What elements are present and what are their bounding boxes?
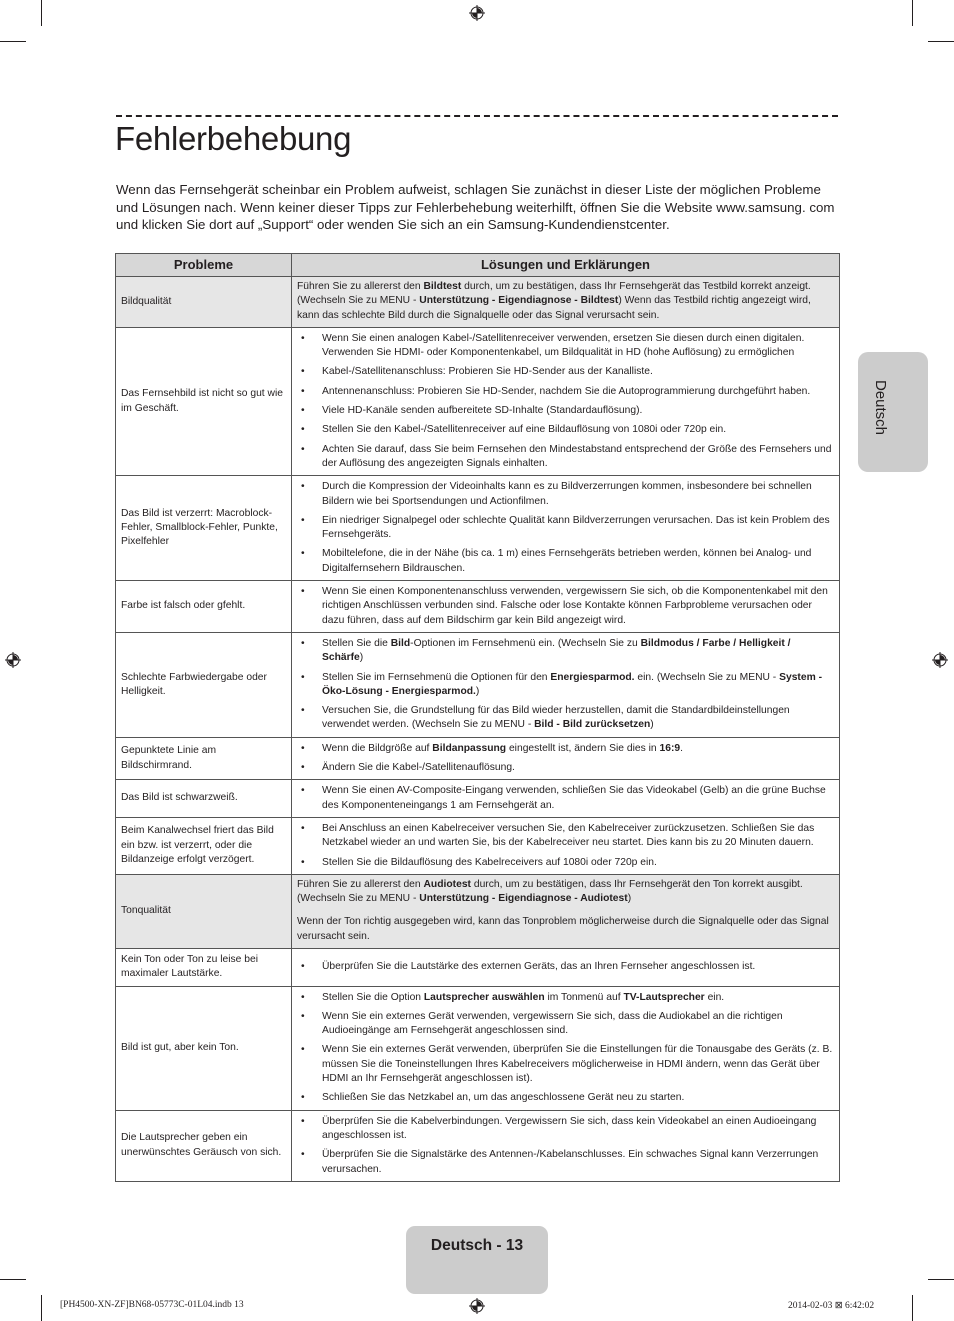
list-item [297,443,834,472]
text-run: Stellen Sie die Option [322,991,424,1003]
problem-cell: Das Bild ist schwarzweiß. [116,780,292,818]
column-header-solutions: Lösungen und Erklärungen [292,254,840,277]
problem-cell: Bildqualität [116,277,292,328]
text-run: Überprüfen Sie die Lautstärke des externen Geräts, das an Ihren Fernseher angeschlossen ist. [322,961,756,973]
problem-cell: Beim Kanalwechsel friert das Bild ein bzw. ist verzerrt, oder die Bildanzeige erfolgt verzögert. [116,817,292,874]
table-row [116,277,840,328]
solution-list [297,742,834,776]
solution-list [297,1115,834,1177]
text-run: Achten Sie darauf, dass Sie beim Fernsehen den Mindestabstand entsprechend der Größe des Fernsehers und der Auflösung des angezeigten Signals einhalten. [322,443,832,469]
table-row [116,632,840,737]
list-item [297,585,834,628]
bullet-icon: • [301,385,305,397]
bullet-icon: • [301,443,305,455]
bold-text: Bildanpassung [432,742,507,754]
bullet-icon: • [301,586,305,598]
bullet-icon: • [301,742,305,754]
bold-text: Unterstützung - Eigendiagnose - Audiotest [419,893,628,905]
crop-mark [41,1295,42,1321]
bold-text: Bild [390,637,411,649]
list-item [297,365,834,379]
bold-text: Bild - Bild zurücksetzen [534,719,651,731]
bullet-icon: • [301,705,305,717]
bold-text: Bildtest [423,281,462,292]
text-run: Stellen Sie im Fernsehmenü die Optionen für den [322,671,551,683]
text-run: Wenn Sie ein externes Gerät verwenden, überprüfen Sie die Einstellungen für die Tonausgabe des Geräts (z. B. müssen Sie die Toneinstellungen Ihres Kabelreceivers möglicherweise in HDMI ändern, wenn das Gerät über HDMI an Ihr Fernsehgerät angeschlossen ist). [322,1044,833,1085]
registration-mark-icon [5,652,21,668]
troubleshooting-table [115,253,840,1182]
solution-cell [292,737,840,780]
text-run: Durch die Kompression der Videoinhalts kann es zu Bildverzerrungen kommen, insbesondere bei schnellen Bildern wie bei Sportsendungen und Actionfilmen. [322,481,812,507]
list-item [297,1115,834,1144]
table-row [116,986,840,1110]
table-row [116,948,840,986]
text-run: im Tonmenü auf [544,991,624,1003]
list-item [297,960,834,974]
table-row [116,327,840,475]
list-item [297,704,834,733]
problem-cell: Farbe ist falsch oder gfehlt. [116,581,292,633]
solution-cell [292,986,840,1110]
text-run: -Optionen im Fernsehmenü ein. (Wechseln Sie zu [410,637,641,649]
solution-cell [292,874,840,948]
footer-file-info: [PH4500-XN-ZF]BN68-05773C-01L04.indb 13 [60,1300,244,1310]
list-item [297,822,834,851]
crop-mark [912,1295,913,1321]
bold-text: Audiotest [423,878,471,890]
problem-cell: Das Bild ist verzerrt: Macroblock-Fehler, Smallblock-Fehler, Punkte, Pixelfehler [116,476,292,581]
bullet-icon: • [301,332,305,344]
text-run: Wenn Sie einen AV-Composite-Eingang verwenden, schließen Sie das Videokabel (Gelb) an die grüne Buchse des Komponenteneingangs 1 am Fernsehgerät an. [322,785,826,811]
problem-cell: Die Lautsprecher geben ein unerwünschtes Geräusch von sich. [116,1110,292,1181]
list-item [297,404,834,418]
bold-text: Unterstützung - Eigendiagnose - Bildtest [419,295,619,307]
solution-list [297,784,834,813]
solution-list [297,332,834,471]
bullet-icon: • [301,822,305,834]
text-run: durch, um zu bestätigen, dass Ihr Fernsehgerät den Ton korrekt ausgibt. (Wechseln Sie zu MENU - [297,878,803,905]
page-number-label: Deutsch - 13 [430,1237,524,1254]
text-run: Kabel-/Satellitenanschluss: Probieren Sie HD-Sender aus der Kanalliste. [322,366,653,378]
text-run: Wenn Sie einen analogen Kabel-/Satellitenreceiver verwenden, ersetzen Sie diesen durch einen digitalen. Verwenden Sie HDMI- oder Komponentenkabel, um Bildqualität in HD (hohe Auflösung) zu ermöglichen [322,332,805,359]
list-item [297,856,834,870]
solution-cell [292,327,840,475]
solution-cell [292,1110,840,1181]
text-run: eingestellt ist, ändern Sie dies in [506,742,660,754]
bullet-icon: • [301,762,305,774]
solution-list [297,991,834,1106]
list-item [297,385,834,399]
bold-text: Lautsprecher auswählen [423,991,545,1003]
solution-paragraph [297,280,834,323]
bullet-icon: • [301,548,305,560]
bullet-icon: • [301,1044,305,1056]
solution-cell [292,632,840,737]
problem-cell: Schlechte Farbwiedergabe oder Helligkeit. [116,632,292,737]
language-tab-label: Deutsch [872,380,889,436]
text-run: Versuchen Sie, die Grundstellung für das Bild wieder herzustellen, damit die Standardbildeinstellungen verwendet werden. (Wechseln Sie zu MENU - [322,705,790,731]
bullet-icon: • [301,961,305,973]
list-item [297,1148,834,1177]
table-row [116,874,840,948]
problem-cell: Das Fernsehbild ist nicht so gut wie im Geschäft. [116,327,292,475]
text-run: ) Wenn das Testbild richtig angezeigt wird, kann das schlechte Bild durch die Signalquelle oder das Signal verursacht sein. [297,295,811,321]
crop-mark [41,0,42,26]
crop-mark [0,1279,26,1280]
list-item [297,761,834,775]
bullet-icon: • [301,637,305,649]
list-item [297,637,834,666]
table-body [116,277,840,1182]
registration-mark-icon [469,5,485,21]
list-item [297,784,834,813]
text-run: Wenn der Ton richtig ausgegeben wird, kann das Tonproblem möglicherweise durch die Signalquelle oder das Signal verursacht sein. [297,916,829,942]
text-run: durch, um zu bestätigen, dass Ihr Fernsehgerät das Testbild korrekt anzeigt. (Wechseln Sie zu MENU - [297,281,811,307]
solution-cell [292,817,840,874]
bold-text: 16:9 [659,742,681,754]
text-run: Bei Anschluss an einen Kabelreceiver versuchen Sie, den Kabelreceiver zurückzusetzen. Schließen Sie das Netzkabel wieder an und warten Sie, bis der Kabelreceiver neu startet. Dies kann bis zu 20 Minuten dauern. [322,822,815,849]
solution-cell [292,948,840,986]
text-run: Überprüfen Sie die Kabelverbindungen. Vergewissern Sie sich, dass kein Videokabel an einen Audioeingang angeschlossen ist. [322,1115,817,1141]
bullet-icon: • [301,424,305,436]
list-item [297,1091,834,1105]
crop-mark [0,41,26,42]
title-dotted-rule [116,115,838,117]
solution-cell [292,476,840,581]
problem-cell: Bild ist gut, aber kein Ton. [116,986,292,1110]
text-run: Antennenanschluss: Probieren Sie HD-Sender, nachdem Sie die Autoprogrammierung durchgeführt haben. [322,385,811,397]
list-item [297,332,834,361]
bold-text: Energiesparmod. [550,671,635,683]
bullet-icon: • [301,1092,305,1104]
bold-text: TV-Lautsprecher [623,991,705,1003]
problem-cell: Gepunktete Linie am Bildschirmrand. [116,737,292,780]
language-side-tab [858,352,928,472]
registration-mark-icon [469,1298,485,1314]
page-title: Fehlerbehebung [115,120,352,157]
problem-cell: Kein Ton oder Ton zu leise bei maximaler Lautstärke. [116,948,292,986]
table-row [116,581,840,633]
page-number-box [406,1226,548,1294]
bullet-icon: • [301,785,305,797]
bullet-icon: • [301,514,305,526]
solution-cell [292,780,840,818]
text-run: ) [627,893,632,905]
text-run: Mobiltelefone, die in der Nähe (bis ca. 1 m) eines Fernsehgeräts betrieben werden, können bei Analog- und Digitalfernsehern Bildrauschen. [322,548,812,574]
table-row [116,817,840,874]
text-run: Führen Sie zu allererst den [297,281,424,292]
solution-list [297,637,834,733]
bullet-icon: • [301,366,305,378]
bullet-icon: • [301,481,305,493]
text-run: Überprüfen Sie die Signalstärke des Antennen-/Kabelanschlusses. Ein schwaches Signal kann Verzerrungen verursachen. [322,1149,819,1175]
text-run: Viele HD-Kanäle senden aufbereitete SD-Inhalte (Standardauflösung). [322,405,643,417]
table-row [116,476,840,581]
bold-text: Bildmodus / Farbe / Helligkeit / Schärfe [322,637,791,664]
bullet-icon: • [301,1010,305,1022]
text-run: ) [475,685,480,697]
text-run: ) [650,719,654,731]
list-item [297,991,834,1005]
bullet-icon: • [301,405,305,417]
solution-paragraph [297,878,834,907]
text-run: ein. [704,991,725,1003]
list-item [297,671,834,700]
text-run: Führen Sie zu allererst den [297,878,424,890]
bullet-icon: • [301,1149,305,1161]
text-run: Stellen Sie den Kabel-/Satellitenreceiver auf eine Bildauflösung von 1080i oder 720p ein. [322,424,727,436]
text-run: Wenn Sie ein externes Gerät verwenden, vergewissern Sie sich, dass die Audiokabel an die richtigen Audioeingänge am Fernsehgerät angeschlossen sind. [322,1010,783,1037]
text-run: ein. (Wechseln Sie zu MENU - [634,671,780,683]
solution-list [297,585,834,628]
bold-text: System - Öko-Lösung - Energiesparmod. [322,671,823,697]
bullet-icon: • [301,991,305,1003]
list-item [297,514,834,543]
text-run: Ein niedriger Signalpegel oder schlechte Qualität kann Bildverzerrungen verursachen. Das ist kein Problem des Fernsehgeräts. [322,514,830,541]
text-run: Wenn die Bildgröße auf [322,742,433,754]
text-run: ) [359,652,364,664]
text-run: Stellen Sie die Bildauflösung des Kabelreceivers auf 1080i oder 720p ein. [322,856,657,868]
intro-paragraph: Wenn das Fernsehgerät scheinbar ein Problem aufweist, schlagen Sie zunächst in dieser Liste der möglichen Probleme und Lösungen nach. Wenn keiner dieser Tipps zur Fehlerbehebung weiterhilft, öffnen Sie die Website www.samsung. com und klicken Sie dort auf „Support“ oder wenden Sie sich an ein Samsung-Kundendienstcenter. [116,182,835,233]
table-header-row [116,254,840,277]
list-item [297,1010,834,1039]
problem-cell: Tonqualität [116,874,292,948]
bullet-icon: • [301,671,305,683]
solution-list [297,822,834,870]
list-item [297,742,834,756]
bullet-icon: • [301,1115,305,1127]
list-item [297,480,834,509]
solution-list [297,960,834,974]
list-item [297,1043,834,1086]
footer-timestamp: 2014-02-03 ⊠ 6:42:02 [788,1301,875,1311]
crop-mark [928,41,954,42]
text-run: Schließen Sie das Netzkabel an, um das angeschlossene Gerät neu zu starten. [322,1092,685,1104]
solution-list [297,480,834,576]
solution-paragraph [297,915,834,944]
solution-cell [292,277,840,328]
crop-mark [912,0,913,26]
list-item [297,547,834,576]
text-run: Wenn Sie einen Komponentenanschluss verwenden, vergewissern Sie sich, ob die Komponentenkabel mit den richtigen Anschlüssen verbunden sind. Falsche oder lose Kontakte können Farbprobleme verursachen oder dazu führen, dass auf dem Bildschirm gar kein Bild angezeigt wird. [322,586,828,626]
table-row [116,737,840,780]
table-row [116,780,840,818]
text-run: Ändern Sie die Kabel-/Satellitenauflösung. [322,762,515,774]
registration-mark-icon [932,652,948,668]
text-run: Stellen Sie die [322,637,391,649]
list-item [297,423,834,437]
text-run: . [680,742,683,754]
table-row [116,1110,840,1181]
bullet-icon: • [301,856,305,868]
column-header-problems: Probleme [116,254,292,277]
crop-mark [928,1279,954,1280]
solution-cell [292,581,840,633]
